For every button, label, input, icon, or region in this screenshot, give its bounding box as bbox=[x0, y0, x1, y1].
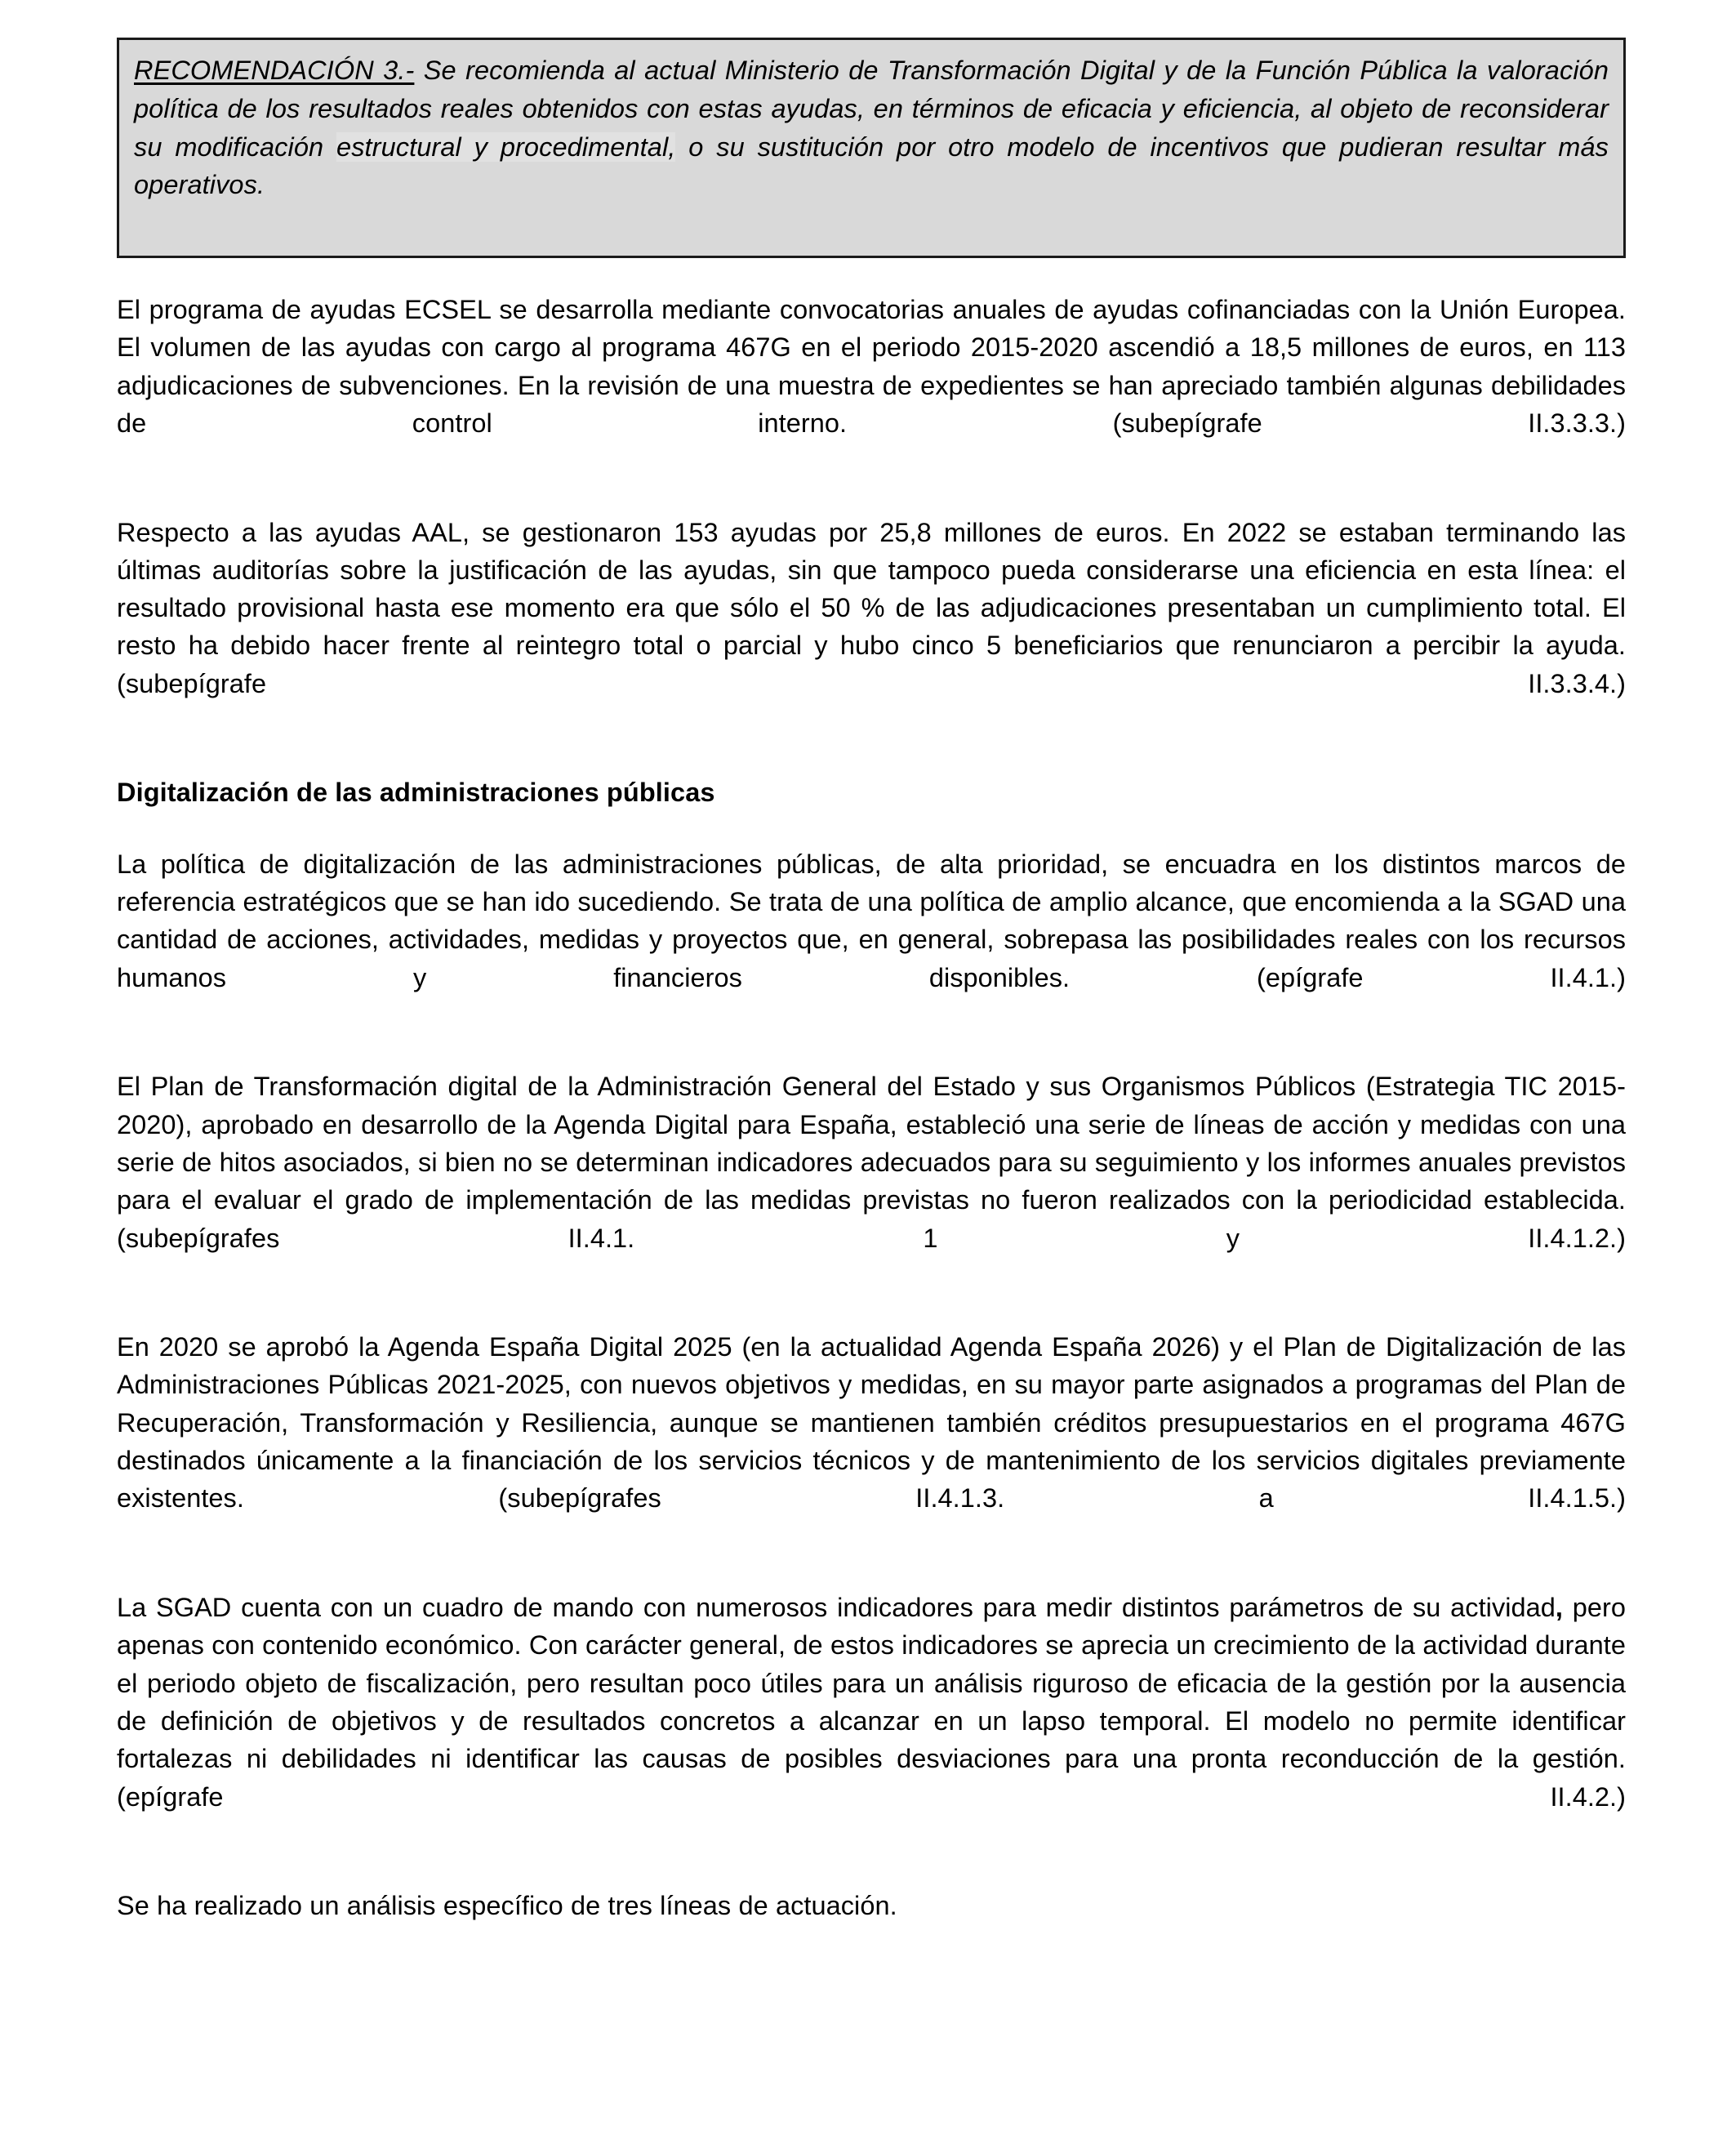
paragraph-politica-digitalizacion: La política de digitalización de las administraciones públicas, de alta prioridad, se encuadra en los distintos marcos de referencia estratégicos que se han ido sucediendo. Se trata de una política de amplio alcance, que encomienda a la SGAD una cantidad de acciones, actividades, medidas y proyectos que, en general, sobrepasa las posibilidades reales con los recursos humanos y financieros disponibles. (epígrafe II.4.1.) bbox=[117, 849, 1626, 992]
recommendation-text bbox=[134, 51, 1609, 243]
paragraph-cuadro-mando-part-1: La SGAD cuenta con un cuadro de mando con numerosos indicadores para medir distintos parámetros de su actividad bbox=[117, 1593, 1556, 1623]
paragraph-plan-transformacion: El Plan de Transformación digital de la Administración General del Estado y sus Organismos Públicos (Estrategia TIC 2015-2020), aprobado en desarrollo de la Agenda Digital para España, estableció una serie de líneas de acción y medidas con una serie de hitos asociados, si bien no se determinan indicadores adecuados para su seguimiento y los informes anuales previstos para el evaluar el grado de implementación de las medidas previstas no fueron realizados con la periodicidad establecida. (subepígrafes II.4.1. 1 y II.4.1.2.) bbox=[117, 1072, 1626, 1253]
document-content-column bbox=[117, 0, 1626, 1925]
recommendation-body-part-2: o su sustitución por otro modelo de incentivos que pudieran resultar más operativos. bbox=[134, 132, 1609, 200]
paragraph-closing-line: Se ha realizado un análisis específico de tres líneas de actuación. bbox=[117, 1891, 897, 1921]
section-heading-digitalizacion: Digitalización de las administraciones públicas bbox=[117, 778, 715, 808]
recommendation-callout-box bbox=[117, 38, 1626, 258]
recommendation-body-highlight: estructural y procedimental, bbox=[336, 132, 676, 162]
paragraph-aal: Respecto a las ayudas AAL, se gestionaron 153 ayudas por 25,8 millones de euros. En 2022 se estaban terminando las últimas auditorías sobre la justificación de las ayudas, sin que tampoco pueda considerarse una eficiencia en esta línea: el resultado provisional hasta ese momento era que sólo el 50 % de las adjudicaciones presentaban un cumplimiento total. El resto ha debido hacer frente al reintegro total o parcial y hubo cinco 5 beneficiarios que renunciaron a percibir la ayuda. (subepígrafe II.3.3.4.) bbox=[117, 517, 1626, 698]
paragraph-cuadro-mando-bold-comma: , bbox=[1555, 1593, 1563, 1623]
paragraph-ecsel: El programa de ayudas ECSEL se desarrolla mediante convocatorias anuales de ayudas cofinanciadas con la Unión Europea. El volumen de las ayudas con cargo al programa 467G en el periodo 2015-2020 ascendió a 18,5 millones de euros, en 113 adjudicaciones de subvenciones. En la revisión de una muestra de expedientes se han apreciado también algunas debilidades de control interno. (subepígrafe II.3.3.3.) bbox=[117, 294, 1626, 438]
recommendation-body-part-1: Se recomienda al actual Ministerio de Transformación Digital y de la Función Pública la valoración política de los resultados reales obtenidos con estas ayudas, en términos de eficacia y eficiencia, al objeto de reconsiderar su modificación bbox=[134, 56, 1609, 162]
paragraph-agenda-espana-digital: En 2020 se aprobó la Agenda España Digital 2025 (en la actualidad Agenda España 2026) y el Plan de Digitalización de las Administraciones Públicas 2021-2025, con nuevos objetivos y medidas, en su mayor parte asignados a programas del Plan de Recuperación, Transformación y Resiliencia, aunque se mantienen también créditos presupuestarios en el programa 467G destinados únicamente a la financiación de los servicios técnicos y de mantenimiento de los servicios digitales previamente existentes. (subepígrafes II.4.1.3. a II.4.1.5.) bbox=[117, 1332, 1626, 1514]
paragraph-cuadro-mando-part-2: pero apenas con contenido económico. Con carácter general, de estos indicadores se aprecia un crecimiento de la actividad durante el periodo objeto de fiscalización, pero resultan poco útiles para un análisis riguroso de eficacia de la gestión por la ausencia de definición de objetivos y de resultados concretos a alcanzar en un lapso temporal. El modelo no permite identificar fortalezas ni debilidades ni identificar las causas de posibles desviaciones para una pronta reconducción de la gestión. (epígrafe II.4.2.) bbox=[117, 1593, 1626, 1812]
recommendation-label: RECOMENDACIÓN 3.- bbox=[134, 56, 415, 85]
paragraph-cuadro-mando bbox=[117, 1589, 1626, 1853]
